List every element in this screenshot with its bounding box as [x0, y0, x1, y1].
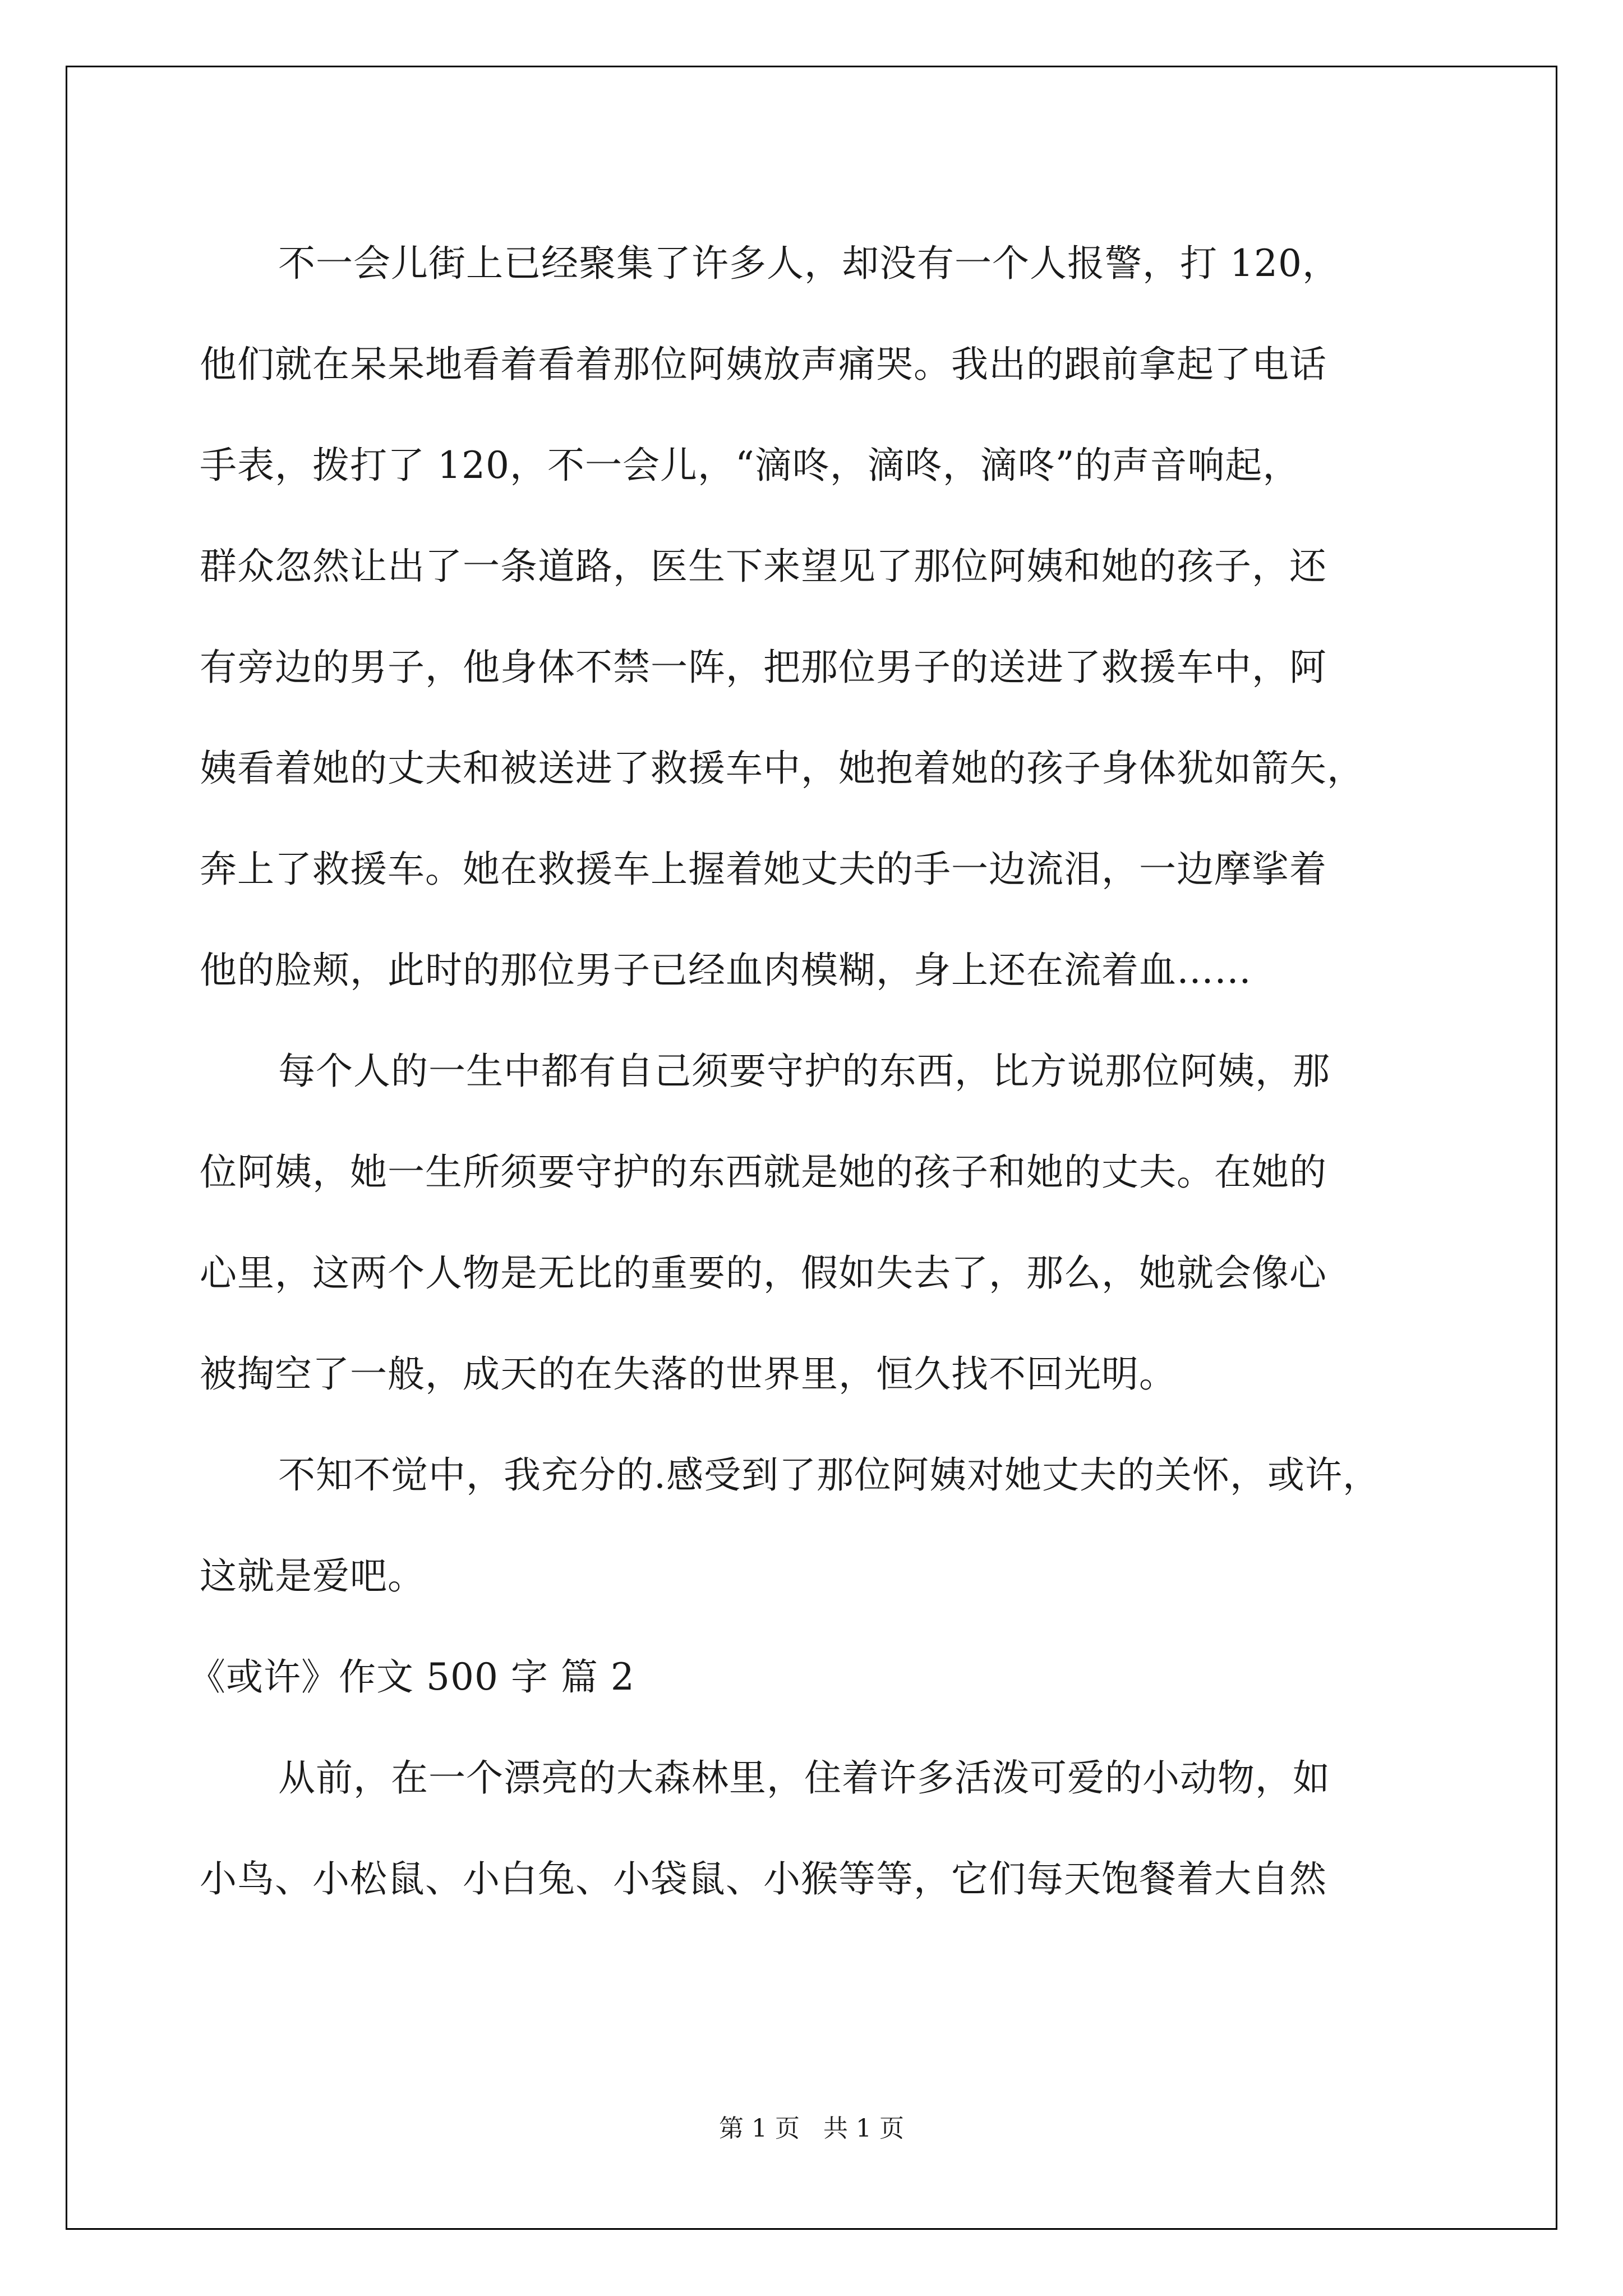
- text-line: 奔上了救援车。她在救援车上握着她丈夫的手一边流泪，一边摩挲着: [200, 848, 1327, 891]
- text-line: 每个人的一生中都有自己须要守护的东西，比方说那位阿姨，那: [278, 1050, 1330, 1093]
- text-line: 从前，在一个漂亮的大森林里，住着许多活泼可爱的小动物，如: [278, 1756, 1330, 1800]
- text-line: 群众忽然让出了一条道路，医生下来望见了那位阿姨和她的孩子，还: [200, 545, 1327, 588]
- text-line: 他的脸颊，此时的那位男子已经血肉模糊，身上还在流着血……: [200, 949, 1252, 992]
- text-line: 有旁边的男子，他身体不禁一阵，把那位男子的送进了救援车中，阿: [200, 646, 1327, 689]
- document-body: [188, 213, 1428, 1930]
- text-line: 被掏空了一般，成天的在失落的世界里，恒久找不回光明。: [200, 1352, 1177, 1396]
- text-line: 他们就在呆呆地看着看着那位阿姨放声痛哭。我出的跟前拿起了电话: [200, 343, 1327, 386]
- page-footer: 第 1 页 共 1 页: [719, 2114, 904, 2143]
- text-line: 小鸟、小松鼠、小白兔、小袋鼠、小猴等等，它们每天饱餐着大自然: [200, 1857, 1327, 1901]
- section-heading: 《或许》作文 500 字 篇 2: [188, 1655, 635, 1699]
- text-line: 姨看着她的丈夫和被送进了救援车中，她抱着她的孩子身体犹如箭矢，: [200, 747, 1364, 790]
- text-line: 位阿姨，她一生所须要守护的东西就是她的孩子和她的丈夫。在她的: [200, 1151, 1327, 1194]
- text-line: 不一会儿街上已经聚集了许多人，却没有一个人报警，打 120，: [278, 242, 1340, 285]
- text-line: 手表，拨打了 120，不一会儿，“滴咚，滴咚，滴咚”的声音响起，: [200, 444, 1301, 487]
- text-line: 不知不觉中，我充分的.感受到了那位阿姨对她丈夫的关怀，或许，: [278, 1453, 1380, 1497]
- text-line: 这就是爱吧。: [200, 1554, 425, 1598]
- text-line: 心里，这两个人物是无比的重要的，假如失去了，那么，她就会像心: [200, 1251, 1327, 1295]
